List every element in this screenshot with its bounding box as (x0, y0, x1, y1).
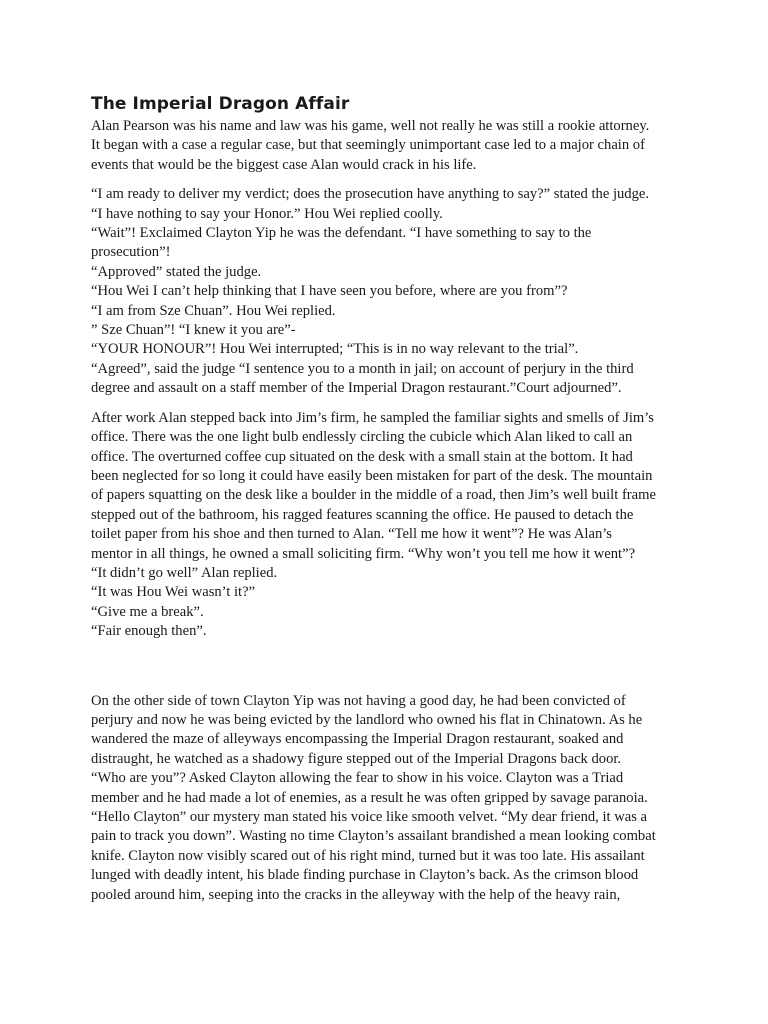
document-title: The Imperial Dragon Affair (91, 94, 350, 114)
text-line: lunged with deadly intent, his blade finding purchase in Clayton’s back. As the crimson blood (91, 867, 639, 884)
document-page (91, 92, 691, 915)
text-line: member and he had made a lot of enemies, as a result he was often gripped by savage paranoia. (91, 789, 648, 806)
text-line: “It didn’t go well” Alan replied. (91, 564, 278, 581)
section-gap (91, 652, 691, 692)
text-line: “I have nothing to say your Honor.” Hou Wei replied coolly. (91, 205, 443, 222)
text-line: After work Alan stepped back into Jim’s firm, he sampled the familiar sights and smells of Jim’s (91, 409, 654, 426)
text-line: “I am from Sze Chuan”. Hou Wei replied. (91, 302, 336, 319)
text-line: been neglected for so long it could have easily been mistaken for part of the desk. The mountain (91, 467, 653, 484)
text-line: events that would be the biggest case Alan would crack in his life. (91, 156, 477, 173)
text-line: of papers squatting on the desk like a boulder in the middle of a road, then Jim’s well built frame (91, 487, 656, 504)
text-line: “Give me a break”. (91, 603, 204, 620)
paragraph-courtroom (91, 185, 691, 398)
text-line: On the other side of town Clayton Yip was not having a good day, he had been convicted of (91, 692, 626, 709)
paragraph-intro (91, 117, 691, 175)
text-line: “YOUR HONOUR”! Hou Wei interrupted; “This is in no way relevant to the trial”. (91, 341, 579, 358)
text-line: distraught, he watched as a shadowy figure stepped out of the Imperial Dragons back door. (91, 750, 622, 767)
text-line: prosecution”! (91, 244, 171, 261)
text-line: “Fair enough then”. (91, 623, 207, 640)
paragraph-office (91, 409, 691, 642)
text-line: “Hou Wei I can’t help thinking that I have seen you before, where are you from”? (91, 283, 568, 300)
text-line: office. There was the one light bulb endlessly circling the cubicle which Alan liked to call an (91, 429, 633, 446)
text-line: degree and assault on a staff member of the Imperial Dragon restaurant.”Court adjourned”. (91, 380, 622, 397)
text-line: “I am ready to deliver my verdict; does the prosecution have anything to say?” stated the judge. (91, 186, 650, 203)
text-line: pain to track you down”. Wasting no time Clayton’s assailant brandished a mean looking combat (91, 828, 656, 845)
text-line: mentor in all things, he owned a small soliciting firm. “Why won’t you tell me how it went”? (91, 545, 636, 562)
text-line: Alan Pearson was his name and law was his game, well not really he was still a rookie attorney. (91, 118, 650, 134)
text-line: wandered the maze of alleyways encompassing the Imperial Dragon restaurant, soaked and (91, 731, 624, 748)
text-line: “Wait”! Exclaimed Clayton Yip he was the defendant. “I have something to say to the (91, 225, 592, 242)
text-line: knife. Clayton now visibly scared out of his right mind, turned but it was too late. His assailant (91, 847, 645, 864)
text-line: toilet paper from his shoe and then turned to Alan. “Tell me how it went”? He was Alan’s (91, 526, 612, 543)
text-line: ” Sze Chuan”! “I knew it you are”- (91, 322, 296, 339)
text-line: perjury and now he was being evicted by the landlord who owned his flat in Chinatown. As he (91, 711, 643, 728)
text-line: office. The overturned coffee cup situated on the desk with a small stain at the bottom. It had (91, 448, 633, 465)
text-line: “Hello Clayton” our mystery man stated his voice like smooth velvet. “My dear friend, it was a (91, 809, 648, 825)
text-line: “It was Hou Wei wasn’t it?” (91, 584, 256, 601)
text-line: pooled around him, seeping into the cracks in the alleyway with the help of the heavy rain, (91, 886, 621, 903)
text-line: It began with a case a regular case, but that seemingly unimportant case led to a major chain of (91, 137, 645, 154)
paragraph-alleyway (91, 692, 691, 905)
text-line: stepped out of the bathroom, his ragged features scanning the office. He paused to detach the (91, 506, 634, 523)
text-line: “Who are you”? Asked Clayton allowing the fear to show in his voice. Clayton was a Triad (91, 770, 624, 787)
text-line: “Agreed”, said the judge “I sentence you to a month in jail; on account of perjury in the third (91, 360, 634, 377)
text-line: “Approved” stated the judge. (91, 263, 262, 280)
